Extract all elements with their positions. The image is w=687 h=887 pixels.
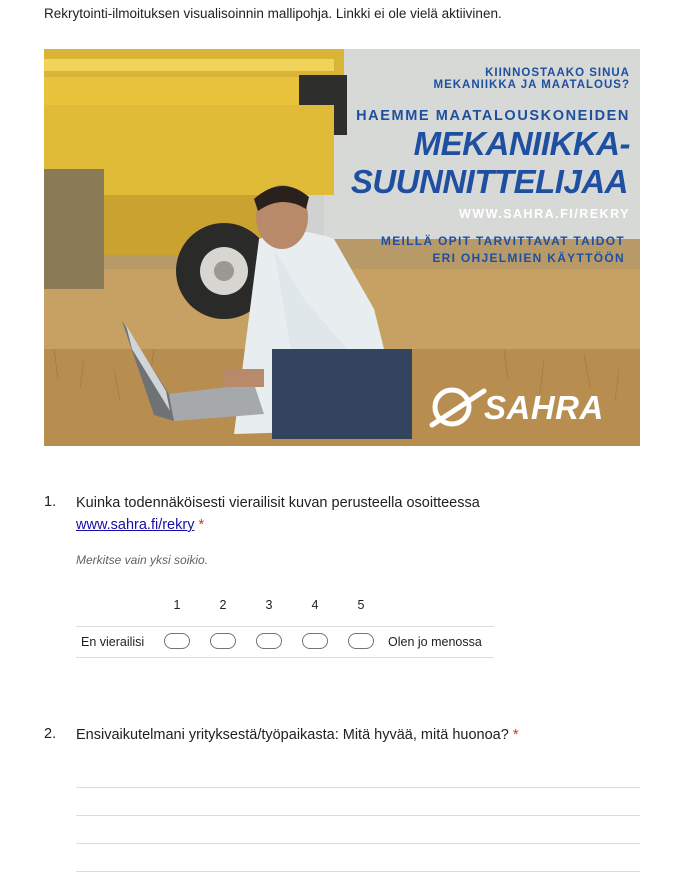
rating-option-1[interactable] [164, 633, 190, 649]
rating-option-4[interactable] [302, 633, 328, 649]
required-marker: * [198, 517, 205, 533]
banner-line-7: ERI OHJELMIEN KÄYTTÖÖN [432, 251, 625, 265]
question-1-label: Kuinka todennäköisesti vierailisit kuvan perusteella osoitteessa [76, 495, 480, 511]
banner-subtext [381, 233, 625, 267]
scale-label-1: 1 [173, 598, 181, 612]
recruitment-banner [44, 49, 640, 446]
rating-scale-row [76, 626, 494, 658]
banner-line-2: MEKANIIKKA JA MAATALOUS? [433, 79, 630, 91]
question-1-hint: Merkitse vain yksi soikio. [76, 553, 209, 567]
banner-question [434, 67, 631, 91]
banner-line-3: HAEMME MAATALOUSKONEIDEN [356, 108, 630, 124]
sahra-logo-icon [428, 383, 488, 431]
banner-headline-2: SUUNNITTELIJAA [350, 163, 628, 200]
question-1-number: 1. [44, 494, 57, 510]
banner-line-1: KIINNOSTAAKO SINUA [485, 67, 630, 79]
banner-headline-1: MEKANIIKKA- [413, 125, 630, 162]
scale-label-4: 4 [311, 598, 319, 612]
required-marker: * [512, 727, 519, 743]
rating-option-3[interactable] [256, 633, 282, 649]
question-2-label: Ensivaikutelmani yrityksestä/työpaikasta: Mitä hyvää, mitä huonoa? [76, 727, 509, 743]
question-1-text [76, 492, 480, 536]
scale-low-label: En vierailisi [81, 635, 145, 649]
scale-label-2: 2 [219, 598, 227, 612]
answer-line-3[interactable] [76, 843, 640, 844]
answer-line-4[interactable] [76, 871, 640, 872]
rating-option-2[interactable] [210, 633, 236, 649]
sahra-rekry-link[interactable]: www.sahra.fi/rekry [76, 517, 195, 533]
question-2-text [76, 724, 518, 746]
answer-line-2[interactable] [76, 815, 640, 816]
banner-url: WWW.SAHRA.FI/REKRY [459, 207, 630, 221]
sahra-logo-text: SAHRA [484, 389, 604, 426]
scale-label-3: 3 [265, 598, 273, 612]
rating-option-5[interactable] [348, 633, 374, 649]
scale-label-5: 5 [357, 598, 365, 612]
answer-line-1[interactable] [76, 787, 640, 788]
intro-text: Rekrytointi-ilmoituksen visualisoinnin mallipohja. Linkki ei ole vielä aktiivinen. [44, 6, 502, 21]
scale-high-label: Olen jo menossa [388, 635, 482, 649]
question-2-number: 2. [44, 726, 57, 742]
banner-line-6: MEILLÄ OPIT TARVITTAVAT TAIDOT [380, 234, 625, 248]
